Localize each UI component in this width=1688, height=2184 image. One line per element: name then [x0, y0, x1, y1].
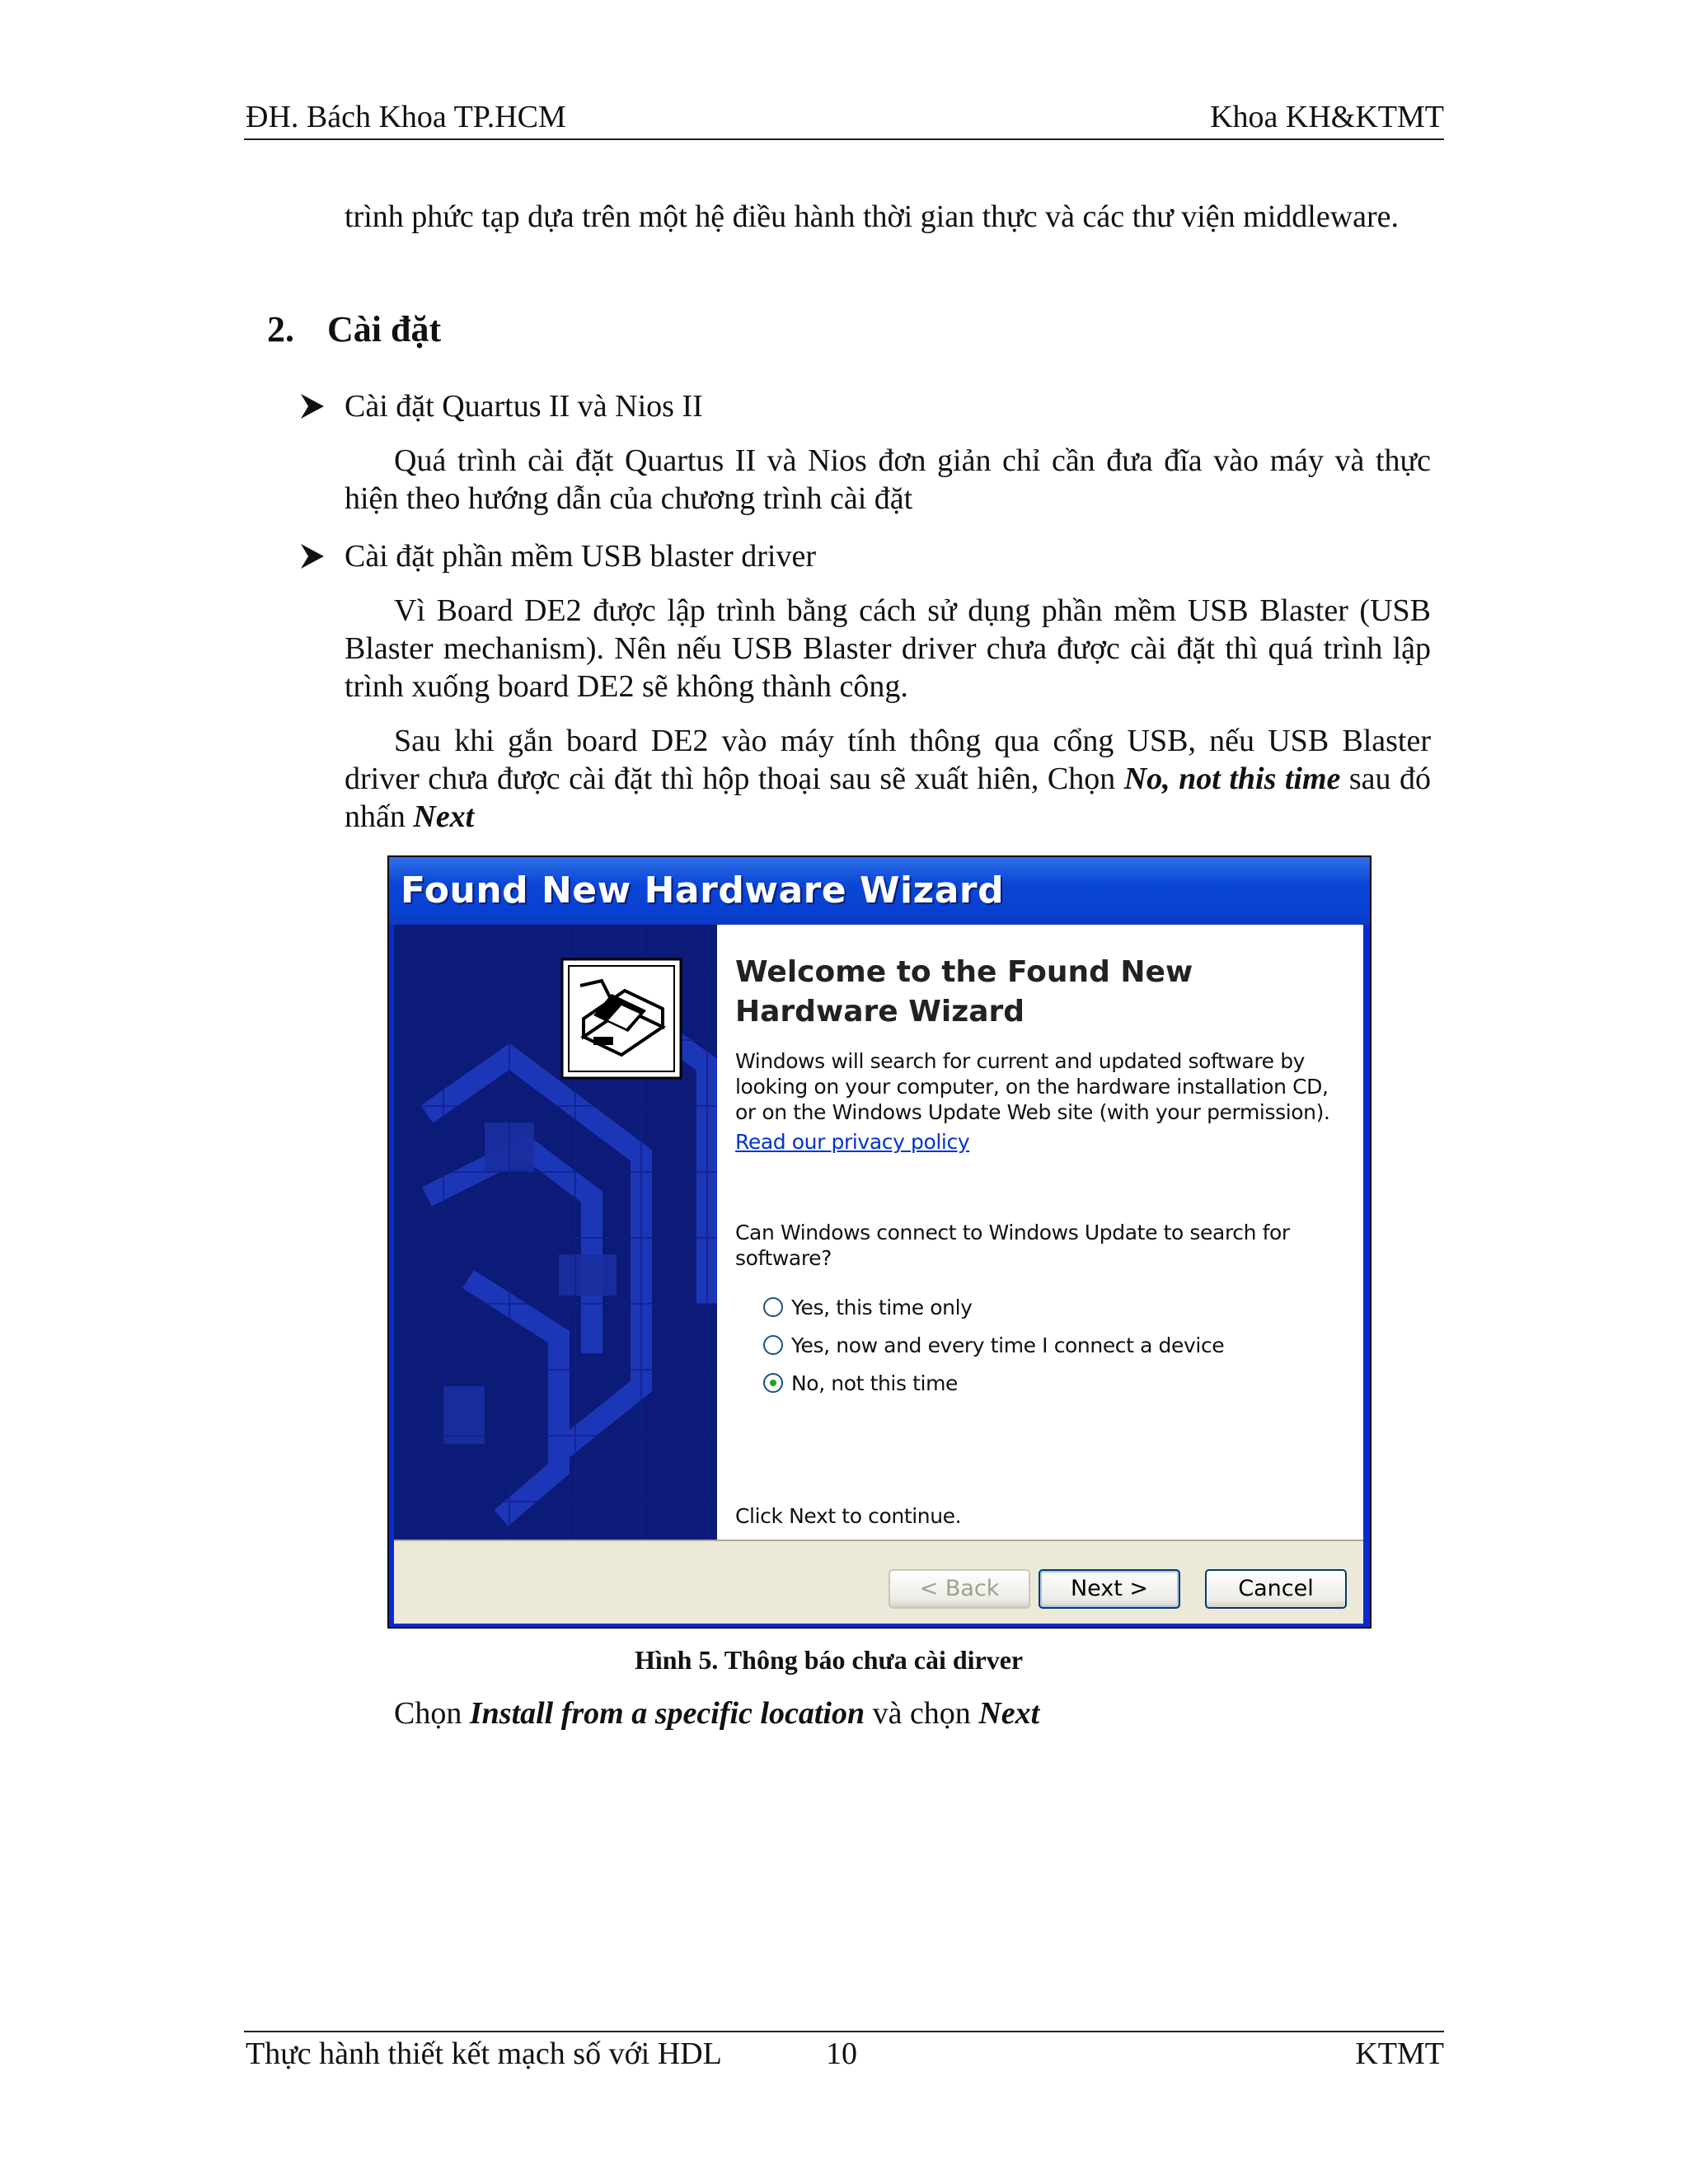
bullet-usb-blaster	[345, 537, 1431, 575]
section-title: Cài đặt	[327, 309, 442, 349]
section-number: 2.	[267, 309, 294, 349]
intro-text: trình phức tạp dựa trên một hệ điều hành thời gian thực và các thư viện middleware.	[345, 199, 1400, 234]
radio-yes-this-time-only[interactable]	[763, 1292, 973, 1322]
emphasis-no-not-this-time: No, not this time	[1123, 762, 1341, 796]
arrow-bullet-icon	[298, 537, 326, 575]
cancel-button[interactable]: Cancel	[1205, 1569, 1347, 1609]
dialog-title-bar	[389, 857, 1370, 925]
page-number: 10	[826, 2036, 857, 2071]
header-left: ĐH. Bách Khoa TP.HCM	[246, 100, 566, 134]
radio-button-selected-icon[interactable]	[763, 1373, 783, 1393]
paragraph-quartus	[345, 442, 1431, 518]
header-rule	[244, 138, 1444, 140]
bullet-title: Cài đặt Quartus II và Nios II	[345, 389, 703, 424]
radio-yes-every-time[interactable]	[763, 1330, 1224, 1360]
arrow-bullet-icon	[298, 387, 326, 425]
wizard-button-bar	[394, 1540, 1363, 1624]
paragraph-connect-board	[345, 722, 1431, 836]
paragraph-install-location	[394, 1694, 1431, 1732]
footer-right: KTMT	[1355, 2036, 1444, 2071]
header-right: Khoa KH&KTMT	[1210, 100, 1444, 134]
bullet-quartus	[345, 387, 1431, 425]
wizard-side-panel	[394, 925, 717, 1540]
intro-paragraph	[345, 198, 1431, 236]
emphasis-next: Next	[978, 1696, 1040, 1731]
paragraph-text: Chọn Install from a specific location và chọn Next	[394, 1696, 1040, 1731]
radio-label: Yes, now and every time I connect a device	[791, 1333, 1225, 1357]
found-new-hardware-wizard-dialog	[387, 855, 1372, 1629]
section-heading	[267, 307, 441, 353]
hardware-icon	[560, 958, 682, 1080]
bullet-title: Cài đặt phần mềm USB blaster driver	[345, 539, 816, 574]
paragraph-text: Vì Board DE2 được lập trình bằng cách sử dụng phần mềm USB Blaster (USB Blaster mechanism). Nên nếu USB Blaster driver chưa được cài đặt thì quá trình lập trình xuống board DE2 sẽ không thành công.	[345, 593, 1431, 704]
dialog-title: Found New Hardware Wizard	[401, 869, 1005, 912]
wizard-heading: Welcome to the Found New Hardware Wizard	[735, 955, 1193, 1029]
privacy-policy-link[interactable]: Read our privacy policy	[735, 1130, 970, 1154]
wizard-question: Can Windows connect to Windows Update to search for software?	[735, 1221, 1290, 1270]
footer-left: Thực hành thiết kết mạch số với HDL	[246, 2036, 722, 2071]
footer-rule	[244, 2031, 1444, 2032]
radio-button-icon[interactable]	[763, 1297, 783, 1317]
paragraph-text: Sau khi gắn board DE2 vào máy tính thông qua cổng USB, nếu USB Blaster driver chưa được cài đặt thì hộp thoại sau sẽ xuất hiên, Chọn No, not this time sau đó nhấn Next	[345, 724, 1432, 834]
back-button[interactable]: < Back	[889, 1569, 1030, 1609]
figure-caption: Hình 5. Thông báo chưa cài dirver	[635, 1645, 1024, 1675]
emphasis-next: Next	[413, 799, 475, 834]
continue-instruction: Click Next to continue.	[735, 1504, 962, 1528]
emphasis-install-from-specific-location: Install from a specific location	[469, 1696, 865, 1731]
paragraph-text: Quá trình cài đặt Quartus II và Nios đơn giản chỉ cần đưa đĩa vào máy và thực hiện theo hướng dẫn của chương trình cài đặt	[345, 443, 1431, 516]
radio-label: No, not this time	[791, 1371, 959, 1395]
wizard-content-panel	[717, 925, 1363, 1540]
radio-label: Yes, this time only	[791, 1295, 973, 1319]
wizard-description: Windows will search for current and updated software by looking on your computer, on the hardware installation CD, or on the Windows Update Web site (with your permission).	[735, 1049, 1330, 1124]
radio-no-not-this-time[interactable]	[763, 1368, 958, 1398]
radio-button-icon[interactable]	[763, 1335, 783, 1355]
paragraph-usb-blaster	[345, 592, 1431, 705]
next-button[interactable]: Next >	[1039, 1569, 1180, 1609]
